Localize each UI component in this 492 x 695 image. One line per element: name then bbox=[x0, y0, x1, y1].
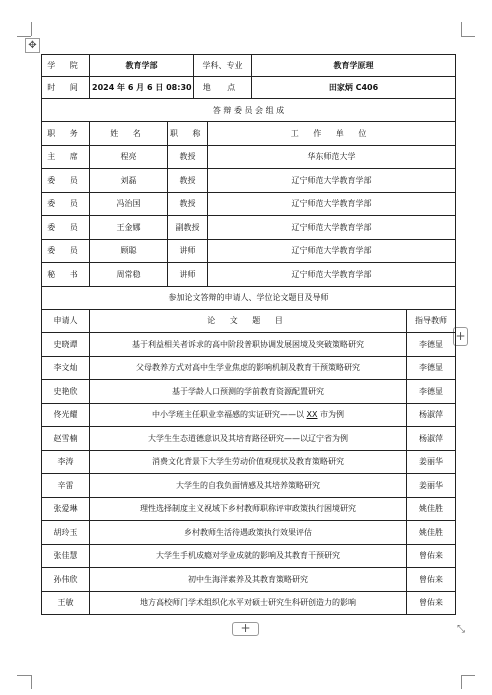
applicant-row bbox=[42, 568, 456, 592]
thesis-title: 初中生海洋素养及其教育策略研究 bbox=[90, 568, 407, 592]
applicant-row bbox=[42, 380, 456, 404]
table-move-handle-icon[interactable]: ✥ bbox=[25, 38, 40, 53]
applicant-row bbox=[42, 403, 456, 427]
col-applicant: 申请人 bbox=[42, 309, 90, 333]
thesis-title: 大学生的自我负面情感及其培养策略研究 bbox=[90, 474, 407, 498]
college-value: 教育学部 bbox=[90, 55, 194, 77]
applicant-name: 史晓谭 bbox=[42, 333, 90, 357]
applicant-name: 李文灿 bbox=[42, 356, 90, 380]
member-name: 程亮 bbox=[90, 145, 168, 169]
committee-row bbox=[42, 192, 456, 216]
discipline-value: 教育学原理 bbox=[252, 55, 456, 77]
applicant-name: 王敏 bbox=[42, 591, 90, 615]
member-role: 委 员 bbox=[42, 192, 90, 216]
member-rank: 教授 bbox=[168, 145, 208, 169]
member-rank: 讲师 bbox=[168, 239, 208, 263]
col-unit: 工 作 单 位 bbox=[208, 122, 456, 146]
member-role: 主 席 bbox=[42, 145, 90, 169]
committee-row bbox=[42, 145, 456, 169]
applicant-row bbox=[42, 497, 456, 521]
col-thesis-title: 论 文 题 目 bbox=[90, 309, 407, 333]
member-unit: 辽宁师范大学教育学部 bbox=[208, 263, 456, 287]
thesis-title: 大学生生态道德意识及其培育路径研究——以辽宁省为例 bbox=[90, 427, 407, 451]
advisor-name: 姜丽华 bbox=[407, 474, 456, 498]
committee-row bbox=[42, 169, 456, 193]
committee-title-row bbox=[42, 99, 456, 122]
thesis-title: 地方高校师门学术组织化水平对硕士研究生科研创造力的影响 bbox=[90, 591, 407, 615]
add-row-plus-icon[interactable]: + bbox=[232, 622, 259, 636]
time-label: 时 间 bbox=[42, 77, 90, 99]
college-label: 学 院 bbox=[42, 55, 90, 77]
col-rank: 职 称 bbox=[168, 122, 208, 146]
member-name: 周常稳 bbox=[90, 263, 168, 287]
thesis-title: 理性选择制度主义视域下乡村教师职称评审政策执行困境研究 bbox=[90, 497, 407, 521]
member-role: 委 员 bbox=[42, 169, 90, 193]
applicant-name: 孙伟欣 bbox=[42, 568, 90, 592]
header-row-college bbox=[42, 55, 456, 77]
crop-mark bbox=[461, 36, 475, 37]
committee-title: 答 辩 委 员 会 组 成 bbox=[42, 99, 456, 122]
applicant-row bbox=[42, 544, 456, 568]
applicant-row bbox=[42, 474, 456, 498]
crop-mark bbox=[31, 675, 32, 689]
applicant-row bbox=[42, 591, 456, 615]
member-name: 冯治国 bbox=[90, 192, 168, 216]
thesis-title-part: 市为例 bbox=[317, 410, 345, 420]
thesis-title-placeholder: XX bbox=[306, 410, 318, 420]
applicant-name: 张佳慧 bbox=[42, 544, 90, 568]
advisor-name: 杨淑萍 bbox=[407, 403, 456, 427]
crop-mark bbox=[17, 36, 31, 37]
applicant-name: 佟光耀 bbox=[42, 403, 90, 427]
add-column-plus-icon[interactable]: + bbox=[453, 327, 468, 346]
crop-mark bbox=[31, 22, 32, 36]
applicant-row bbox=[42, 427, 456, 451]
member-role: 委 员 bbox=[42, 216, 90, 240]
advisor-name: 李德显 bbox=[407, 380, 456, 404]
member-unit: 辽宁师范大学教育学部 bbox=[208, 192, 456, 216]
applicant-row bbox=[42, 333, 456, 357]
applicant-name: 李涛 bbox=[42, 450, 90, 474]
advisor-name: 杨淑萍 bbox=[407, 427, 456, 451]
member-role: 秘 书 bbox=[42, 263, 90, 287]
applicant-name: 赵雪楠 bbox=[42, 427, 90, 451]
advisor-name: 李德显 bbox=[407, 356, 456, 380]
place-value: 田家炳 C406 bbox=[252, 77, 456, 99]
member-name: 王金娜 bbox=[90, 216, 168, 240]
applicant-name: 史艳欣 bbox=[42, 380, 90, 404]
thesis-title: 基于学龄人口预测的学前教育资源配置研究 bbox=[90, 380, 407, 404]
member-unit: 华东师范大学 bbox=[208, 145, 456, 169]
applicants-header-row bbox=[42, 309, 456, 333]
applicant-name: 胡玲玉 bbox=[42, 521, 90, 545]
advisor-name: 姜丽华 bbox=[407, 450, 456, 474]
member-rank: 副教授 bbox=[168, 216, 208, 240]
thesis-title: 乡村教师生活待遇政策执行效果评估 bbox=[90, 521, 407, 545]
table-resize-icon[interactable]: ⤡ bbox=[457, 624, 465, 635]
member-unit: 辽宁师范大学教育学部 bbox=[208, 216, 456, 240]
member-role: 委 员 bbox=[42, 239, 90, 263]
thesis-title: 父母教养方式对高中生学业焦虑的影响机制及教育干预策略研究 bbox=[90, 356, 407, 380]
committee-row bbox=[42, 263, 456, 287]
committee-header-row bbox=[42, 122, 456, 146]
applicant-row bbox=[42, 450, 456, 474]
advisor-name: 曾佑来 bbox=[407, 544, 456, 568]
thesis-title: 基于利益相关者诉求的高中阶段普职协调发展困境及突破策略研究 bbox=[90, 333, 407, 357]
applicants-title-row bbox=[42, 286, 456, 309]
crop-mark bbox=[461, 22, 462, 36]
crop-mark bbox=[17, 675, 31, 676]
header-row-time bbox=[42, 77, 456, 99]
member-name: 刘磊 bbox=[90, 169, 168, 193]
crop-mark bbox=[461, 675, 475, 676]
thesis-title-part: 中小学班主任职业幸福感的实证研究——以 bbox=[151, 410, 307, 420]
thesis-title: 消费文化背景下大学生劳动价值观现状及教育策略研究 bbox=[90, 450, 407, 474]
advisor-name: 曾佑来 bbox=[407, 568, 456, 592]
advisor-name: 姚佳胜 bbox=[407, 521, 456, 545]
time-value: 2024 年 6 月 6 日 08:30 bbox=[90, 77, 194, 99]
col-name: 姓 名 bbox=[90, 122, 168, 146]
applicant-row bbox=[42, 521, 456, 545]
advisor-name: 曾佑来 bbox=[407, 591, 456, 615]
committee-row bbox=[42, 216, 456, 240]
member-rank: 教授 bbox=[168, 192, 208, 216]
place-label: 地 点 bbox=[194, 77, 252, 99]
committee-row bbox=[42, 239, 456, 263]
member-unit: 辽宁师范大学教育学部 bbox=[208, 239, 456, 263]
member-name: 顾聪 bbox=[90, 239, 168, 263]
col-role: 职 务 bbox=[42, 122, 90, 146]
applicant-name: 张爱琳 bbox=[42, 497, 90, 521]
member-rank: 讲师 bbox=[168, 263, 208, 287]
thesis-title: 大学生手机成瘾对学业成就的影响及其教育干预研究 bbox=[90, 544, 407, 568]
applicant-name: 辛雷 bbox=[42, 474, 90, 498]
discipline-label: 学科、专业 bbox=[194, 55, 252, 77]
member-rank: 教授 bbox=[168, 169, 208, 193]
advisor-name: 李德显 bbox=[407, 333, 456, 357]
defense-table bbox=[41, 54, 456, 615]
applicant-row bbox=[42, 356, 456, 380]
advisor-name: 姚佳胜 bbox=[407, 497, 456, 521]
thesis-title bbox=[90, 403, 407, 427]
applicants-title: 参加论文答辩的申请人、学位论文题目及导师 bbox=[42, 286, 456, 309]
col-advisor: 指导教师 bbox=[407, 309, 456, 333]
crop-mark bbox=[461, 675, 462, 689]
member-unit: 辽宁师范大学教育学部 bbox=[208, 169, 456, 193]
